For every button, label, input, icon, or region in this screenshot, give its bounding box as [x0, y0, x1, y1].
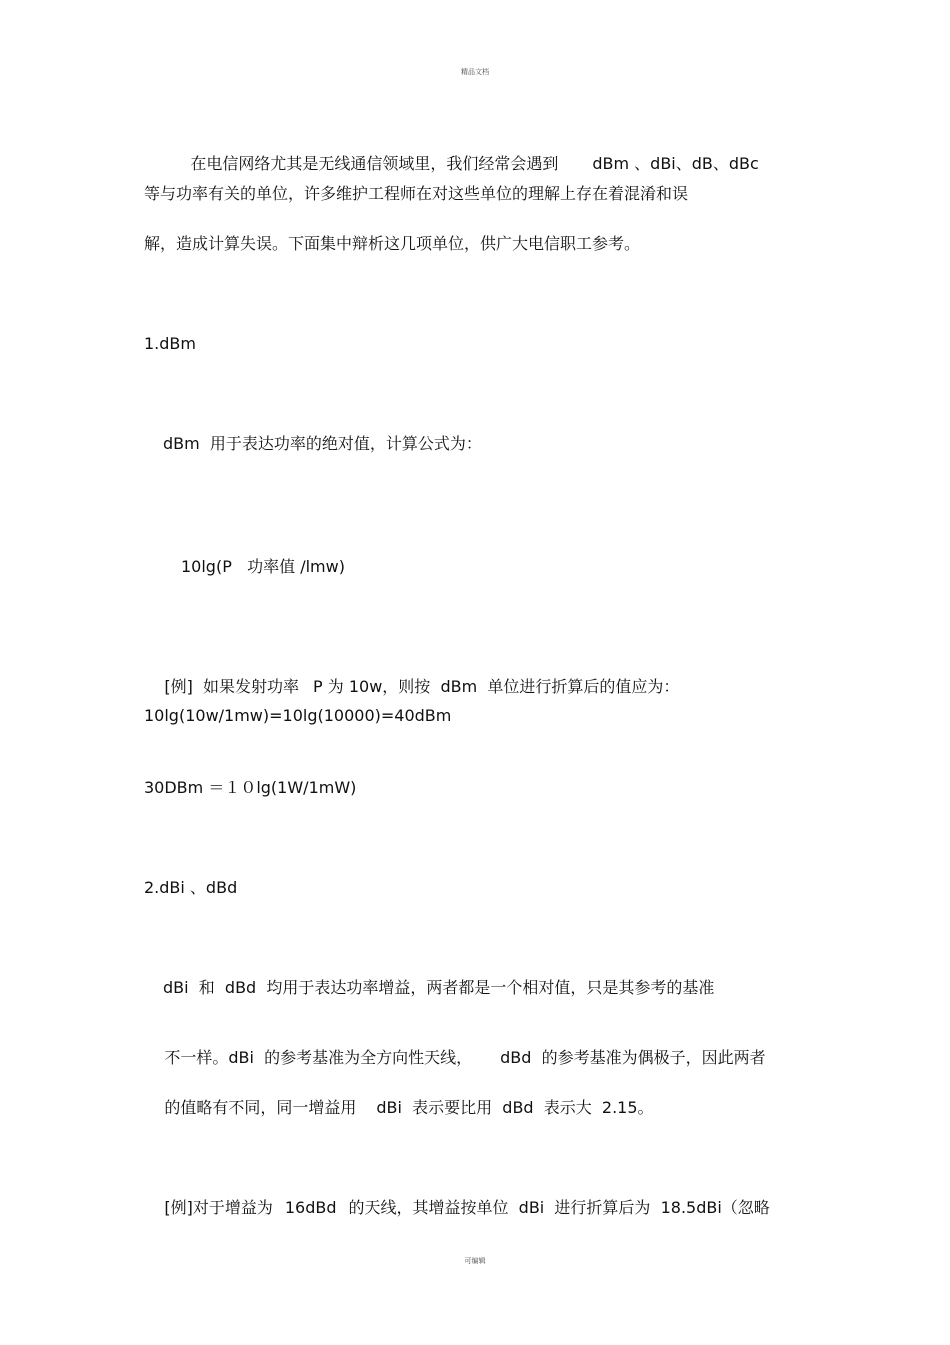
calculation-1: 10lg(10w/1mw)=10lg(10000)=40dBm: [144, 706, 452, 725]
example-2-gain-value: 16dBd: [284, 1198, 337, 1217]
intro-line-2: 等与功率有关的单位，许多维护工程师在对这些单位的理解上存在着混淆和误: [144, 184, 689, 203]
section-2-para-line-1: dBi 和 dBd 均用于表达功率增益，两者都是一个相对值，只是其参考的基准: [163, 978, 715, 997]
section-1-description: dBm 用于表达功率的绝对值，计算公式为：: [163, 434, 482, 453]
example-text: P 为 10w，则按 dBm 单位进行折算后的值应为：: [313, 677, 680, 696]
intro-line-1-text: 在电信网络尤其是无线通信领域里，我们经常会遇到: [190, 154, 559, 173]
para-line-2-part-a: 不一样。dBi 的参考基准为全方向性天线，: [164, 1048, 473, 1067]
section-2-example: [144, 1178, 770, 1238]
para-line-3-part-b: dBi 表示要比用 dBd 表示大 2.15。: [376, 1098, 654, 1117]
example-2-part-a: [例]对于增益为: [164, 1198, 273, 1217]
intro-units-list: dBm 、dBi、dB、dBc: [592, 154, 759, 173]
para-line-3-part-a: 的值略有不同，同一增益用: [164, 1098, 357, 1117]
example-label: [例] 如果发射功率: [164, 677, 300, 696]
calculation-2: 30DBm ＝１０lg(1W/1mW): [144, 778, 357, 797]
example-2-part-c: 的天线，其增益按单位 dBi 进行折算后为 18.5dBi（忽略: [348, 1198, 770, 1217]
section-1-heading: 1.dBm: [144, 334, 196, 353]
section-2-heading: 2.dBi 、dBd: [144, 878, 238, 897]
page-footer: 可编辑: [464, 1257, 486, 1265]
page-header: 精品文档: [461, 68, 489, 76]
intro-line-3: 解，造成计算失误。下面集中辩析这几项单位，供广大电信职工参考。: [144, 234, 641, 253]
para-line-2-part-b: dBd 的参考基准为偶极子，因此两者: [500, 1048, 766, 1067]
section-2-para-line-3: [144, 1078, 654, 1138]
dbm-formula: 10lg(P 功率值 /lmw): [181, 557, 345, 576]
